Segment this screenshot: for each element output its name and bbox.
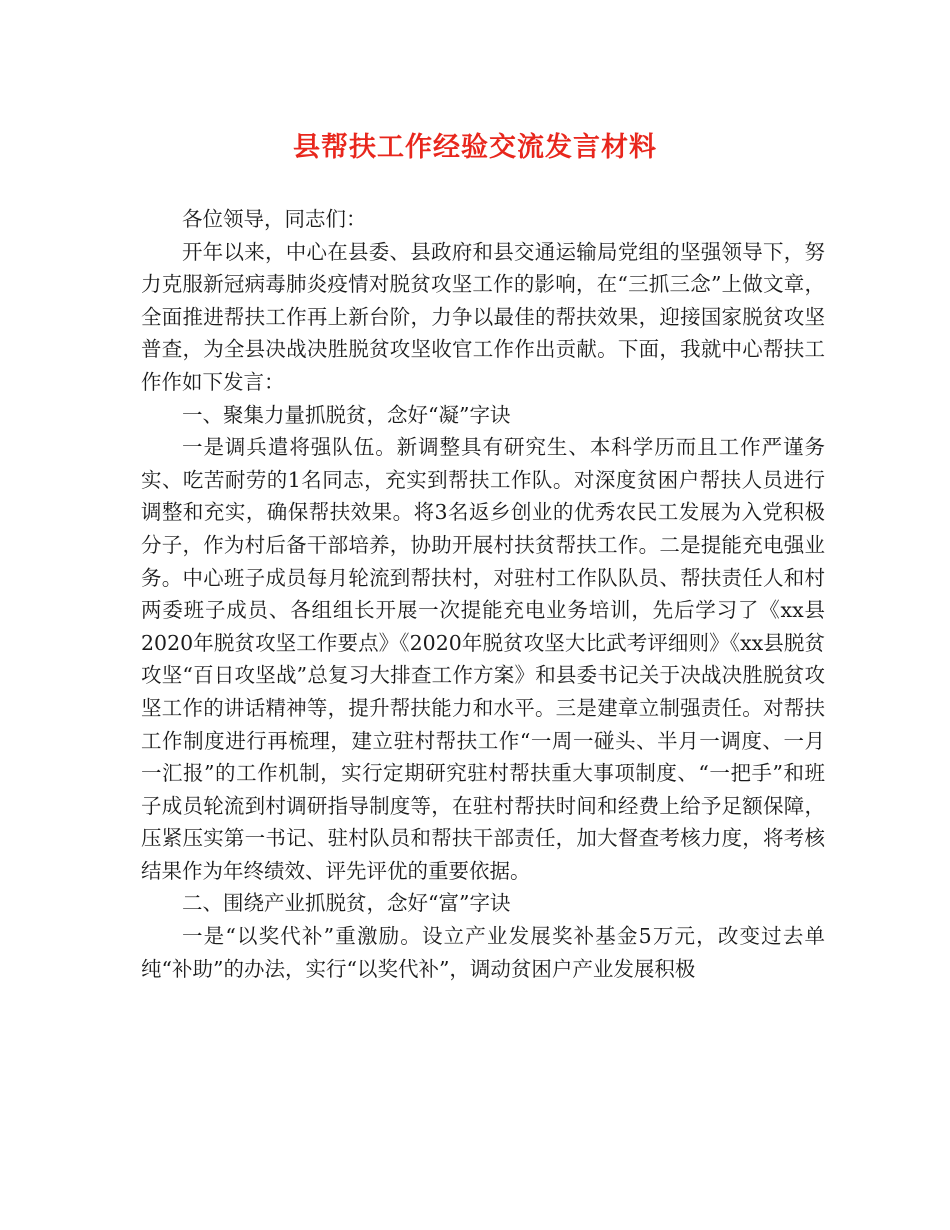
section-heading-1: 一、聚集力量抓脱贫，念好“凝”字诀 — [182, 402, 511, 427]
intro-paragraph: 开年以来，中心在县委、县政府和县交通运输局党组的坚强领导下，努力克服新冠病毒肺炎疫情对脱贫攻坚工作的影响，在“三抓三念”上做文章，全面推进帮扶工作再上新台阶，力争以最佳的帮扶效果，迎接国家脱贫攻坚普查，为全县决战决胜脱贫攻坚收官工作作出贡献。下面，我就中心帮扶工作作如下发言： — [141, 239, 825, 394]
salutation-paragraph: 各位领导，同志们： — [182, 207, 367, 231]
section-heading-2: 二、围绕产业抓脱贫，念好“富”字诀 — [182, 891, 511, 916]
document-body — [141, 203, 825, 985]
body-paragraph: 一是调兵遣将强队伍。新调整具有研究生、本科学历而且工作严谨务实、吃苦耐劳的1名同志，充实到帮扶工作队。对深度贫困户帮扶人员进行调整和充实，确保帮扶效果。将3名返乡创业的优秀农民工发展为入党积极分子，作为村后备干部培养，协助开展村扶贫帮扶工作。二是提能充电强业务。中心班子成员每月轮流到帮扶村，对驻村工作队队员、帮扶责任人和村两委班子成员、各组组长开展一次提能充电业务培训，先后学习了《xx县2020年脱贫攻坚工作要点》《2020年脱贫攻坚大比武考评细则》《xx县脱贫攻坚“百日攻坚战”总复习大排查工作方案》和县委书记关于决战决胜脱贫攻坚工作的讲话精神等，提升帮扶能力和水平。三是建章立制强责任。对帮扶工作制度进行再梳理，建立驻村帮扶工作“一周一碰头、半月一调度、一月一汇报”的工作机制，实行定期研究驻村帮扶重大事项制度、“一把手”和班子成员轮流到村调研指导制度等，在驻村帮扶时间和经费上给予足额保障，压紧压实第一书记、驻村队员和帮扶干部责任，加大督查考核力度，将考核结果作为年终绩效、评先评优的重要依据。 — [141, 435, 825, 883]
body-paragraph: 一是“以奖代补”重激励。设立产业发展奖补基金5万元，改变过去单纯“补助”的办法，实行“以奖代补”，调动贫困户产业发展积极 — [141, 924, 825, 981]
document-title: 县帮扶工作经验交流发言材料 — [293, 132, 657, 163]
